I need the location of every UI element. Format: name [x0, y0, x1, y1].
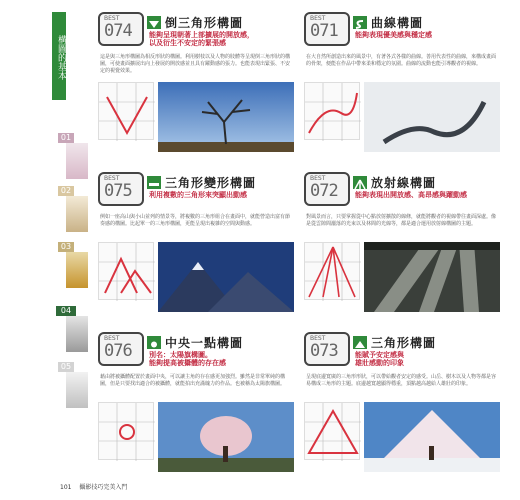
sidebar-tab-04[interactable]: 04: [56, 306, 76, 316]
composition-card: [98, 332, 294, 472]
sidebar-photo: [66, 372, 88, 408]
sidebar-photo: [66, 252, 88, 288]
number-badge: BEST 076: [98, 332, 144, 366]
card-subtitle: 能賦予安定感與 雄壯感動的印象: [355, 351, 404, 367]
card-subtitle: 能夠表現出開放感、高昂感與躍動感: [355, 191, 467, 199]
composition-card: [98, 12, 294, 152]
sample-photo: [158, 242, 294, 312]
sample-photo: [364, 82, 500, 152]
number-badge: BEST 075: [98, 172, 144, 206]
sidebar-tab-05[interactable]: 05: [58, 362, 74, 372]
card-subtitle: 利用複數的三角形來突顯出動感: [149, 191, 247, 199]
s-curve-icon: [353, 16, 367, 29]
composition-diagram: [98, 82, 154, 140]
card-title: 放射線構圖: [371, 176, 437, 190]
page-footer: [60, 482, 127, 491]
composition-diagram: [98, 242, 154, 300]
sample-photo: [158, 82, 294, 152]
number-badge: BEST 073: [304, 332, 350, 366]
number-badge: BEST 071: [304, 12, 350, 46]
sidebar-photo: [66, 143, 88, 179]
sidebar-tab-02[interactable]: 02: [58, 186, 74, 196]
composition-card: [304, 12, 500, 152]
composition-card: [304, 172, 500, 312]
card-body: 藉由將被攝體配置於畫面中央，可以讓主角的存在感更加強烈。雖然是非常單純的構圖，但是只要找出適合的被攝體，就能拍出充滿魄力的作品。也被稱為太陽旗構圖。: [100, 374, 286, 387]
radial-icon: [353, 176, 367, 189]
card-title: 倒三角形構圖: [165, 16, 244, 30]
card-subtitle: 別名：太陽旗構圖。 能夠提高被攝體的存在感: [149, 351, 226, 367]
sidebar-tab-01[interactable]: 01: [58, 133, 74, 143]
card-body: 對風景而言，只要掌握從中心點放射擴散的線條，就能將觀者的視線帶往畫面深處。像是從雲隙間灑落的光束以及林間的光線等，都是適合運用放射線構圖的主題。: [306, 214, 497, 227]
triangle-down-icon: [147, 16, 161, 29]
sample-photo: [158, 402, 294, 472]
sidebar-photo: [66, 316, 88, 352]
triangle-bar-icon: [147, 176, 161, 189]
page-number: 101: [60, 484, 72, 491]
sample-photo: [364, 242, 500, 312]
card-body: 例如一座高山與小山並列的情景等，將複數的三角形組合在畫面中，就能營造出富有節奏感的構圖。比起單一的三角形構圖，更能呈現出複雜的空間與動感。: [100, 214, 291, 227]
composition-card: [304, 332, 500, 472]
card-title: 三角形構圖: [371, 336, 437, 350]
number-badge: BEST 072: [304, 172, 350, 206]
card-subtitle: 能夠呈現朝著上部擴展的開放感， 以及衍生不安定的緊張感: [149, 31, 254, 47]
composition-diagram: [98, 402, 154, 460]
number-badge: BEST 074: [98, 12, 144, 46]
card-title: 三角形變形構圖: [165, 176, 257, 190]
card-body: 在大自然所創造出來的風景中，有著各式各樣的曲線。善用代表性的曲線，來構成畫面的骨架，便能在作品中帶來柔和穩定的氛圍。曲線的流動也能引導觀者的視線。: [306, 54, 497, 67]
triangle-up-icon: [353, 336, 367, 349]
sample-photo: [364, 402, 500, 472]
card-title: 曲線構圖: [371, 16, 424, 30]
composition-diagram: [304, 242, 360, 300]
card-body: 這是與三角形構圖為相反形狀的構圖。利用樹枝以及人物的肢體等呈現倒三角形狀的構圖，可使畫面擴展出向上發展的開放感並且具有躍動感的張力。也能表現出緊張、不安定的視覺效果。: [100, 54, 291, 74]
card-title: 中央一點構圖: [165, 336, 244, 350]
footer-text: 攝影技巧完美入門: [79, 484, 128, 491]
sidebar-tab-03[interactable]: 03: [58, 242, 74, 252]
composition-diagram: [304, 82, 360, 140]
sidebar-title: 構圖的基本: [52, 12, 66, 100]
card-subtitle: 能夠表現優美感與穩定感: [355, 31, 432, 39]
card-body: 呈現底邊寬廣的三角形形狀，可以帶給觀者安定的感受。山岳、樹木以及人物等都是容易構成三角形的主題。底邊越寬越顯得穩重，頂點越高越給人雄壯的印象。: [306, 374, 497, 387]
composition-diagram: [304, 402, 360, 460]
sidebar-photo: [66, 196, 88, 232]
composition-card: [98, 172, 294, 312]
center-dot-icon: [147, 336, 161, 349]
